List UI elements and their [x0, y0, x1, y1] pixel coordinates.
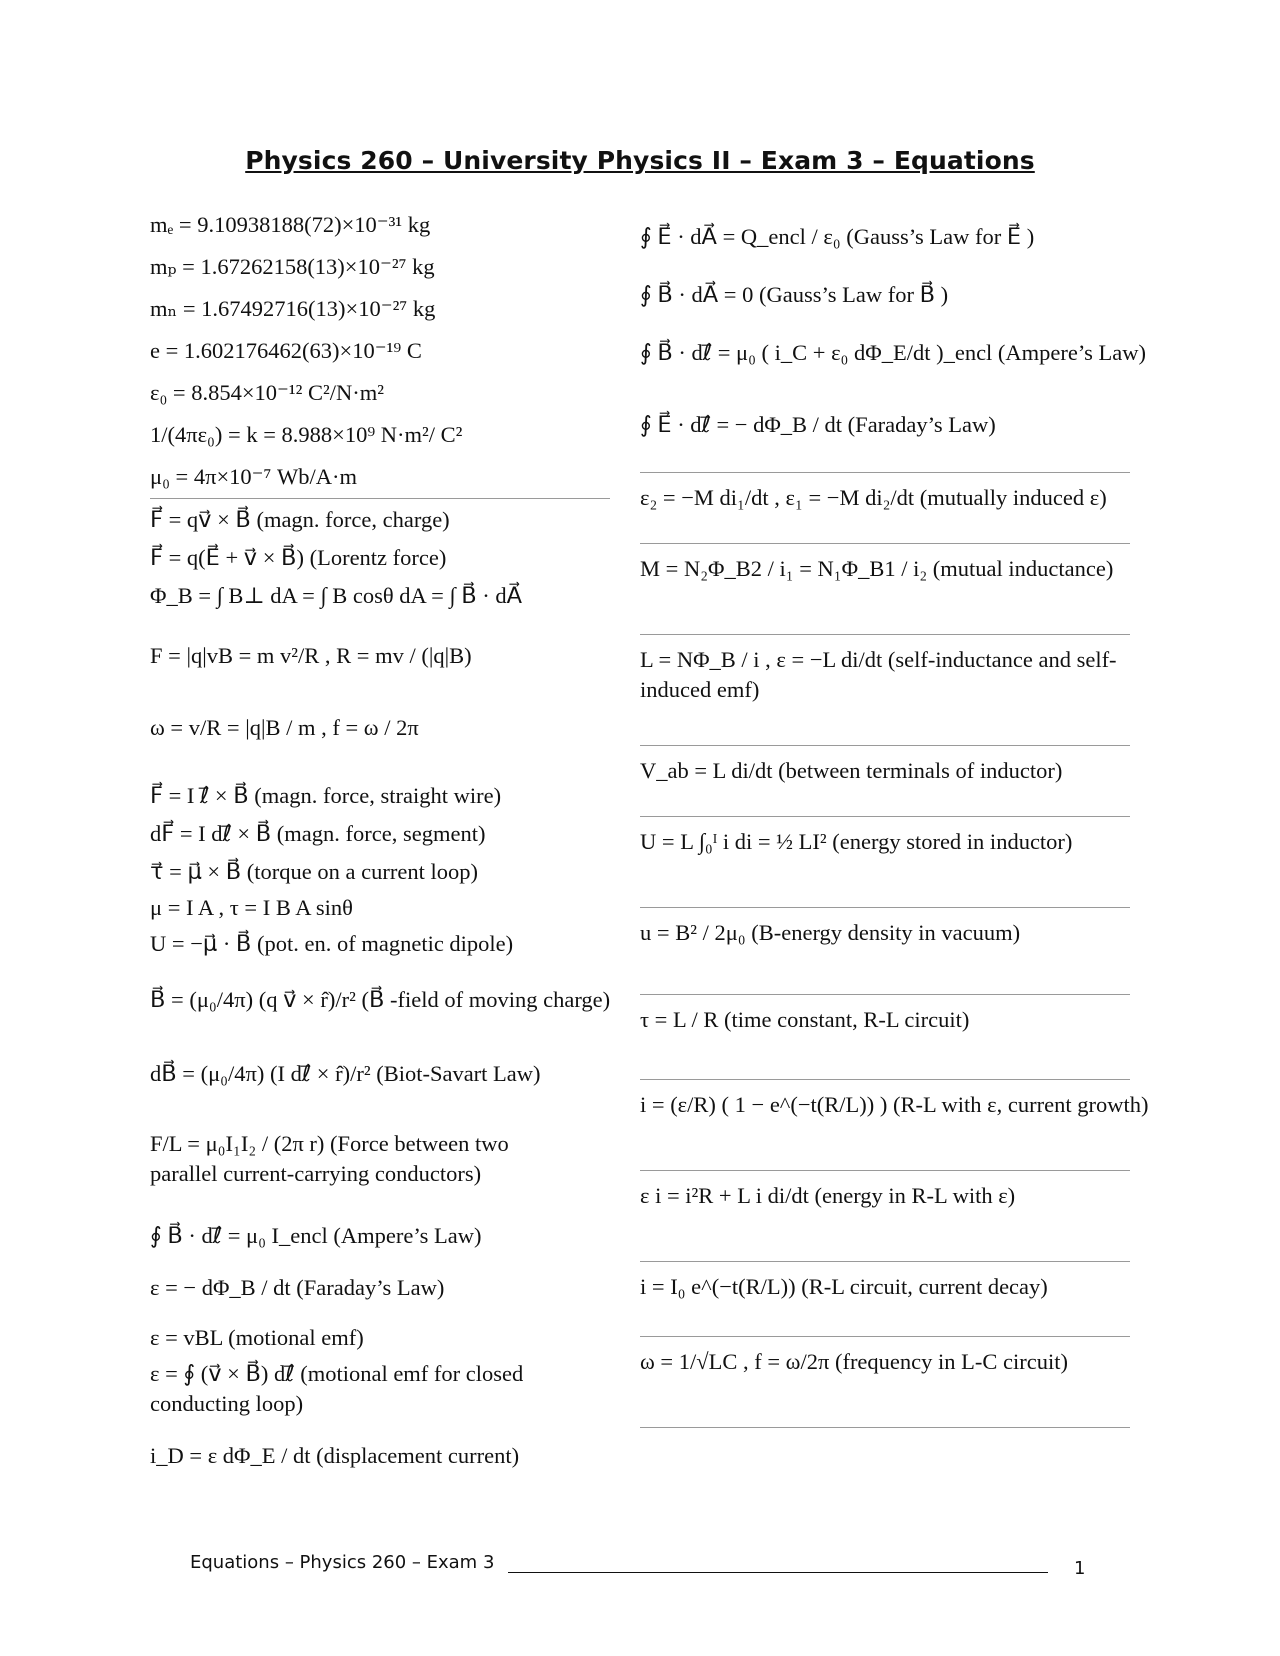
cyclotron-radius: F = |q|vB = m v²/R , R = mv / (|q|B) — [150, 643, 472, 668]
mutual-inductance: M = N₂Φ_B2 / i₁ = N₁Φ_B1 / i₂ (mutual inductance) — [640, 544, 1130, 635]
amperes-law-right: ∮ B⃗ · dℓ⃗ = μ₀ ( i_C + ε₀ dΦ_E/dt )_encl (Ampere’s Law) — [640, 340, 1146, 365]
faradays-law-right: ∮ E⃗ · dℓ⃗ = − dΦ_B / dt (Faraday’s Law) — [640, 410, 1130, 473]
lorentz-force: F⃗ = q(E⃗ + v⃗ × B⃗) (Lorentz force) — [150, 545, 447, 570]
motional-emf: ε = vBL (motional emf) — [150, 1325, 364, 1350]
mutually-induced-emf: ε₂ = −M di₁/dt , ε₁ = −M di₂/dt (mutually induced ε) — [640, 473, 1130, 544]
torque-current-loop: τ⃗ = μ⃗ × B⃗ (torque on a current loop) — [150, 859, 478, 884]
cyclotron-frequency: ω = v/R = |q|B / m , f = ω / 2π — [150, 715, 419, 740]
force-straight-wire: F⃗ = I ℓ⃗ × B⃗ (magn. force, straight wire) — [150, 783, 502, 808]
permittivity-constant: ε₀ = 8.854×10⁻¹² C²/N·m² — [150, 380, 385, 405]
page-title: Physics 260 – University Physics II – Exam 3 – Equations — [245, 146, 1035, 175]
lc-frequency: ω = 1/√LC , f = ω/2π (frequency in L-C circuit) — [640, 1337, 1130, 1428]
field-moving-charge: B⃗ = (μ₀/4π) (q v⃗ × r̂)/r² (B⃗ -field of moving charge) — [150, 987, 611, 1012]
magnetic-energy-density: u = B² / 2μ₀ (B-energy density in vacuum) — [640, 908, 1130, 995]
self-inductance: L = NΦ_B / i , ε = −L di/dt (self-inductance and self-induced emf) — [640, 635, 1130, 746]
dipole-potential-energy: U = −μ⃗ · B⃗ (pot. en. of magnetic dipole) — [150, 931, 514, 956]
displacement-current: i_D = ε dΦ_E / dt (displacement current) — [150, 1443, 520, 1468]
magnetic-force-charge: F⃗ = qv⃗ × B⃗ (magn. force, charge) — [150, 507, 450, 532]
electron-charge: e = 1.602176462(63)×10⁻¹⁹ C — [150, 338, 422, 363]
gauss-law-magnetic: ∮ B⃗ · dA⃗ = 0 (Gauss’s Law for B⃗ ) — [640, 282, 949, 307]
rl-energy: ε i = i²R + L i di/dt (energy in R-L with ε) — [640, 1171, 1130, 1262]
biot-savart-law: dB⃗ = (μ₀/4π) (I dℓ⃗ × r̂)/r² (Biot-Savart Law) — [150, 1061, 541, 1086]
rl-current-growth: i = (ε/R) ( 1 − e^(−t(R/L)) ) (R-L with ε, current growth) — [640, 1080, 1130, 1171]
right-equation-column — [640, 222, 1149, 1428]
parallel-conductor-force: F/L = μ₀I₁I₂ / (2π r) (Force between two parallel current-carrying conductors) — [150, 1131, 509, 1187]
left-equation-column — [150, 210, 610, 1481]
electron-mass: mₑ = 9.10938188(72)×10⁻³¹ kg — [150, 212, 431, 237]
permeability-constant: μ₀ = 4π×10⁻⁷ Wb/A·m — [150, 462, 610, 499]
gauss-law-electric: ∮ E⃗ · dA⃗ = Q_encl / ε₀ (Gauss’s Law for E⃗ ) — [640, 224, 1035, 249]
proton-mass: mₚ = 1.67262158(13)×10⁻²⁷ kg — [150, 254, 435, 279]
energy-in-inductor: U = L ∫₀ᴵ i di = ½ LI² (energy stored in inductor) — [640, 817, 1130, 908]
faradays-law-left: ε = − dΦ_B / dt (Faraday’s Law) — [150, 1275, 445, 1300]
page-footer — [190, 1552, 1090, 1579]
coulomb-constant: 1/(4πε₀) = k = 8.988×10⁹ N·m²/ C² — [150, 422, 463, 447]
inductor-voltage: V_ab = L di/dt (between terminals of inductor) — [640, 746, 1130, 817]
magnetic-moment: μ = I A , τ = I B A sinθ — [150, 895, 353, 920]
page-number: 1 — [1074, 1558, 1086, 1579]
amperes-law-left: ∮ B⃗ · dℓ⃗ = μ₀ I_encl (Ampere’s Law) — [150, 1223, 482, 1248]
magnetic-flux: Φ_B = ∫ B⊥ dA = ∫ B cosθ dA = ∫ B⃗ · dA⃗ — [150, 583, 523, 608]
rl-time-constant: τ = L / R (time constant, R-L circuit) — [640, 995, 1130, 1080]
motional-emf-closed-loop: ε = ∮ (v⃗ × B⃗) dℓ⃗ (motional emf for closed conducting loop) — [150, 1361, 524, 1417]
neutron-mass: mₙ = 1.67492716(13)×10⁻²⁷ kg — [150, 296, 436, 321]
footer-rule — [508, 1572, 1048, 1573]
footer-text: Equations – Physics 260 – Exam 3 — [190, 1552, 495, 1573]
force-segment: dF⃗ = I dℓ⃗ × B⃗ (magn. force, segment) — [150, 821, 486, 846]
rl-current-decay: i = I₀ e^(−t(R/L)) (R-L circuit, current decay) — [640, 1262, 1130, 1337]
